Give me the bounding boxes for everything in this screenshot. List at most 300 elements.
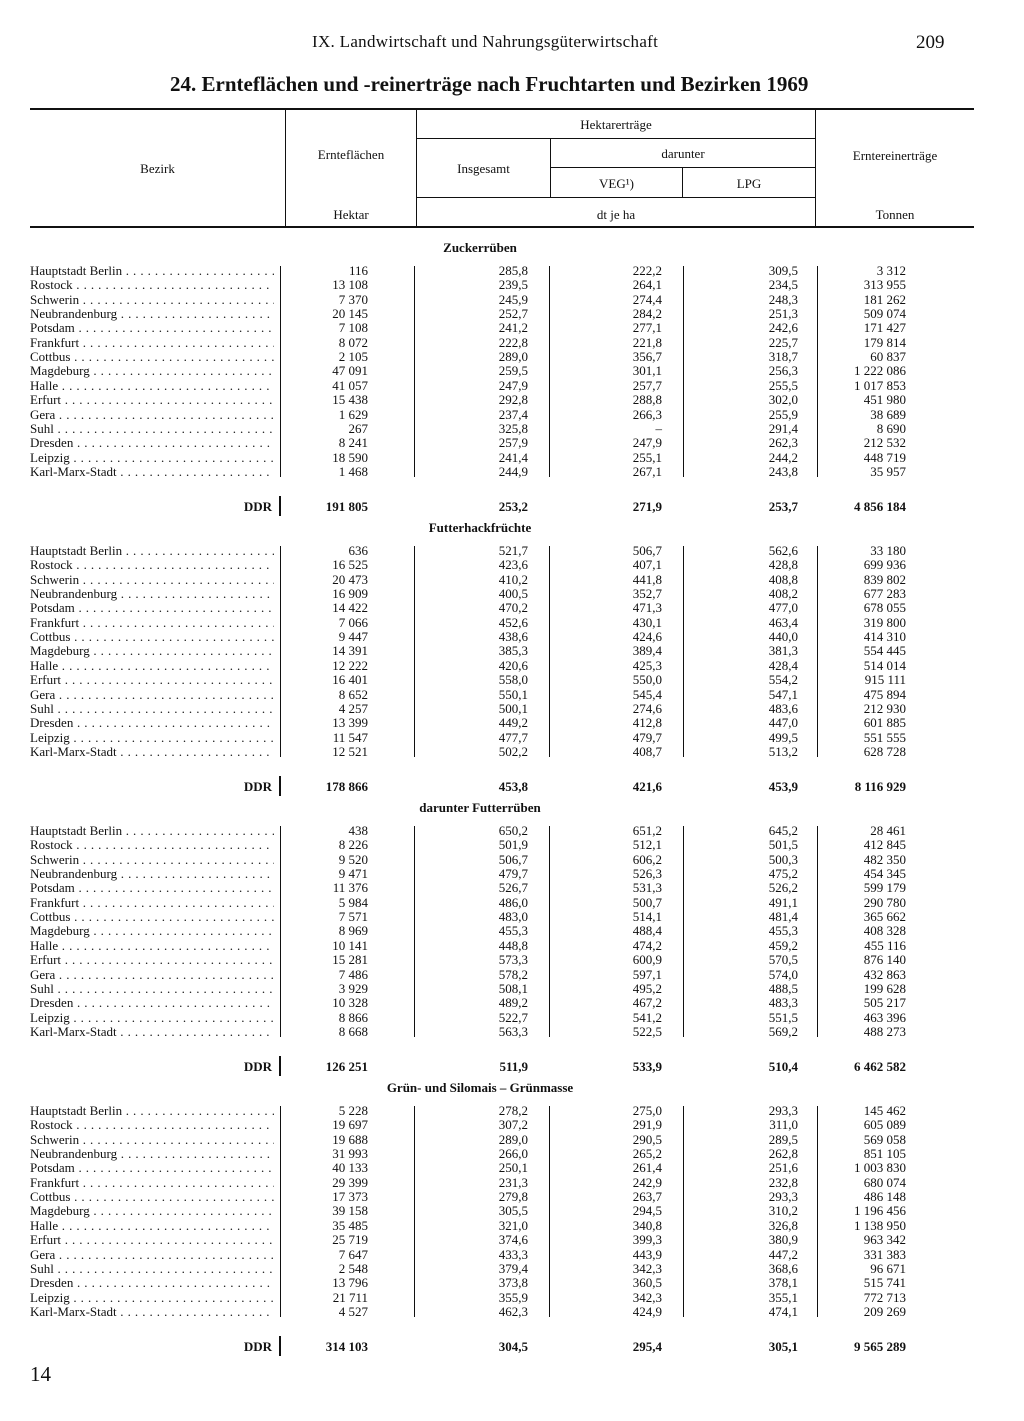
header-darunter: darunter bbox=[661, 146, 705, 161]
table-row bbox=[30, 731, 920, 746]
cell-value: 474,1 bbox=[768, 1303, 798, 1319]
cell-value: 502,2 bbox=[498, 743, 528, 759]
cell-value: 266,3 bbox=[632, 406, 662, 422]
cell-value: 15 438 bbox=[332, 392, 368, 408]
cell-value: 274,6 bbox=[632, 700, 662, 716]
cell-value: 355,1 bbox=[768, 1289, 798, 1305]
cell-value: 526,7 bbox=[498, 880, 528, 896]
cell-value: 5 228 bbox=[338, 1103, 368, 1118]
cell-value: 424,6 bbox=[632, 629, 662, 645]
cell-value: 360,5 bbox=[632, 1275, 662, 1291]
cell-value: 408,8 bbox=[768, 571, 798, 587]
total-label: DDR bbox=[243, 779, 272, 795]
table-row bbox=[30, 1204, 920, 1219]
cell-value: 412,8 bbox=[632, 715, 662, 731]
table-row bbox=[30, 939, 920, 954]
bezirk-name: Karl-Marx-Stadt . . . bbox=[30, 1305, 274, 1320]
table-row bbox=[30, 544, 920, 559]
table-row bbox=[30, 1276, 920, 1291]
total-value: 6 462 582 bbox=[854, 1059, 906, 1075]
cell-value: 356,7 bbox=[632, 349, 662, 365]
cell-value: 12 222 bbox=[332, 657, 368, 673]
cell-value: 558,0 bbox=[498, 672, 528, 688]
section-title: Grün- und Silomais – Grünmasse bbox=[386, 1080, 574, 1095]
table-row bbox=[30, 896, 920, 911]
total-value: 510,4 bbox=[768, 1059, 798, 1075]
cell-value: 389,4 bbox=[632, 643, 662, 659]
bezirk-name: Schwerin . . . bbox=[30, 293, 274, 308]
table-row bbox=[30, 1011, 920, 1026]
cell-value: 60 837 bbox=[870, 349, 906, 365]
cell-value: 313 955 bbox=[863, 277, 906, 293]
cell-value: 275,0 bbox=[632, 1103, 662, 1118]
cell-value: 288,8 bbox=[632, 392, 662, 408]
total-value: 126 251 bbox=[325, 1059, 368, 1075]
bezirk-name: Hauptstadt Berlin . . . bbox=[30, 264, 274, 279]
cell-value: 628 728 bbox=[863, 743, 906, 759]
cell-value: 209 269 bbox=[863, 1303, 906, 1319]
cell-value: 16 909 bbox=[332, 586, 368, 602]
bezirk-name: Erfurt . . . bbox=[30, 393, 274, 408]
cell-value: 380,9 bbox=[768, 1232, 798, 1248]
bezirk-name: Schwerin . . . bbox=[30, 853, 274, 868]
table-row bbox=[30, 573, 920, 588]
cell-value: 495,2 bbox=[632, 980, 662, 996]
cell-value: 318,7 bbox=[768, 349, 798, 365]
cell-value: 278,2 bbox=[498, 1103, 528, 1118]
cell-value: 8 226 bbox=[338, 837, 368, 853]
bezirk-name: Halle . . . bbox=[30, 939, 274, 954]
cell-value: 19 688 bbox=[332, 1131, 368, 1147]
table-row bbox=[30, 587, 920, 602]
total-value: 304,5 bbox=[498, 1339, 528, 1355]
cell-value: 274,4 bbox=[632, 291, 662, 307]
bezirk-name: Hauptstadt Berlin . . . bbox=[30, 544, 274, 559]
cell-value: 9 447 bbox=[338, 629, 368, 645]
bezirk-name: Dresden . . . bbox=[30, 436, 274, 451]
cell-value: 438 bbox=[348, 823, 368, 838]
table-row bbox=[30, 350, 920, 365]
cell-value: 16 401 bbox=[332, 672, 368, 688]
cell-value: 477,0 bbox=[768, 600, 798, 616]
cell-value: 462,3 bbox=[498, 1303, 528, 1319]
table-row bbox=[30, 688, 920, 703]
bezirk-name: Cottbus . . . bbox=[30, 350, 274, 365]
bezirk-name: Suhl . . . bbox=[30, 982, 274, 997]
cell-value: 3 929 bbox=[338, 980, 368, 996]
cell-value: 342,3 bbox=[632, 1260, 662, 1276]
table-row bbox=[30, 558, 920, 573]
cell-value: 244,2 bbox=[768, 449, 798, 465]
bezirk-name: Neubrandenburg . . . bbox=[30, 1147, 274, 1162]
cell-value: 14 422 bbox=[332, 600, 368, 616]
cell-value: 10 328 bbox=[332, 995, 368, 1011]
cell-value: 13 399 bbox=[332, 715, 368, 731]
cell-value: 305,5 bbox=[498, 1203, 528, 1219]
cell-value: 13 108 bbox=[332, 277, 368, 293]
bezirk-name: Neubrandenburg . . . bbox=[30, 867, 274, 882]
cell-value: 425,3 bbox=[632, 657, 662, 673]
table-row bbox=[30, 745, 920, 760]
bezirk-name: Erfurt . . . bbox=[30, 953, 274, 968]
total-value: 453,9 bbox=[768, 779, 798, 795]
cell-value: 451 980 bbox=[863, 392, 906, 408]
cell-value: 33 180 bbox=[870, 543, 906, 558]
bezirk-name: Erfurt . . . bbox=[30, 673, 274, 688]
cell-value: 1 629 bbox=[338, 406, 368, 422]
table-row bbox=[30, 659, 920, 674]
cell-value: 19 697 bbox=[332, 1117, 368, 1133]
cell-value: 181 262 bbox=[863, 291, 906, 307]
cell-value: 13 796 bbox=[332, 1275, 368, 1291]
table-row bbox=[30, 838, 920, 853]
bezirk-name: Potsdam . . . bbox=[30, 881, 274, 896]
header-insgesamt: Insgesamt bbox=[457, 161, 510, 176]
cell-value: 368,6 bbox=[768, 1260, 798, 1276]
cell-value: 8 690 bbox=[876, 420, 906, 436]
cell-value: 500,7 bbox=[632, 894, 662, 910]
cell-value: 1 017 853 bbox=[854, 377, 906, 393]
cell-value: 277,1 bbox=[632, 320, 662, 336]
cell-value: 500,1 bbox=[498, 700, 528, 716]
total-value: 314 103 bbox=[325, 1339, 368, 1355]
cell-value: 1 138 950 bbox=[854, 1217, 906, 1233]
cell-value: 521,7 bbox=[498, 543, 528, 558]
cell-value: 25 719 bbox=[332, 1232, 368, 1248]
bezirk-name: Rostock . . . bbox=[30, 838, 274, 853]
cell-value: 569 058 bbox=[863, 1131, 906, 1147]
cell-value: 599 179 bbox=[863, 880, 906, 896]
header-hektarertraege: Hektarerträge bbox=[580, 117, 652, 132]
cell-value: 242,6 bbox=[768, 320, 798, 336]
table-row bbox=[30, 293, 920, 308]
cell-value: 636 bbox=[348, 543, 368, 558]
cell-value: 531,3 bbox=[632, 880, 662, 896]
cell-value: 876 140 bbox=[863, 952, 906, 968]
cell-value: 39 158 bbox=[332, 1203, 368, 1219]
table-row bbox=[30, 321, 920, 336]
cell-value: 326,8 bbox=[768, 1217, 798, 1233]
cell-value: 20 145 bbox=[332, 306, 368, 322]
cell-value: 20 473 bbox=[332, 571, 368, 587]
cell-value: 21 711 bbox=[332, 1289, 368, 1305]
cell-value: 606,2 bbox=[632, 851, 662, 867]
cell-value: 257,9 bbox=[498, 435, 528, 451]
cell-value: 234,5 bbox=[768, 277, 798, 293]
cell-value: 342,3 bbox=[632, 1289, 662, 1305]
cell-value: 651,2 bbox=[632, 823, 662, 838]
total-value: 191 805 bbox=[325, 499, 368, 515]
cell-value: 963 342 bbox=[863, 1232, 906, 1248]
cell-value: 321,0 bbox=[498, 1217, 528, 1233]
cell-value: 309,5 bbox=[768, 263, 798, 278]
table-row bbox=[30, 867, 920, 882]
table-row bbox=[30, 630, 920, 645]
cell-value: 545,4 bbox=[632, 686, 662, 702]
cell-value: 512,1 bbox=[632, 837, 662, 853]
cell-value: 1 222 086 bbox=[854, 363, 906, 379]
bezirk-name: Frankfurt . . . bbox=[30, 616, 274, 631]
cell-value: 241,4 bbox=[498, 449, 528, 465]
cell-value: 408,7 bbox=[632, 743, 662, 759]
cell-value: 514,1 bbox=[632, 909, 662, 925]
cell-value: 251,3 bbox=[768, 306, 798, 322]
table-row bbox=[30, 702, 920, 717]
cell-value: 455,3 bbox=[498, 923, 528, 939]
cell-value: 7 647 bbox=[338, 1246, 368, 1262]
cell-value: 515 741 bbox=[863, 1275, 906, 1291]
cell-value: 311,0 bbox=[769, 1117, 798, 1133]
cell-value: 290,5 bbox=[632, 1131, 662, 1147]
cell-value: 9 471 bbox=[338, 866, 368, 882]
cell-value: 550,0 bbox=[632, 672, 662, 688]
bezirk-name: Neubrandenburg . . . bbox=[30, 307, 274, 322]
table-row bbox=[30, 601, 920, 616]
header-bottom-rule bbox=[30, 226, 974, 228]
cell-value: 7 571 bbox=[338, 909, 368, 925]
cell-value: 171 427 bbox=[863, 320, 906, 336]
table-row bbox=[30, 853, 920, 868]
cell-value: 477,7 bbox=[498, 729, 528, 745]
cell-value: 455 116 bbox=[864, 937, 906, 953]
cell-value: 447,0 bbox=[768, 715, 798, 731]
cell-value: 562,6 bbox=[768, 543, 798, 558]
cell-value: 31 993 bbox=[332, 1146, 368, 1162]
bezirk-name: Halle . . . bbox=[30, 659, 274, 674]
footer-page-number: 14 bbox=[30, 1362, 51, 1386]
total-value: 511,9 bbox=[499, 1059, 528, 1075]
header-ernteflaechen: Ernteflächen bbox=[317, 147, 385, 162]
bezirk-name: Cottbus . . . bbox=[30, 910, 274, 925]
cell-value: 399,3 bbox=[632, 1232, 662, 1248]
cell-value: 261,4 bbox=[632, 1160, 662, 1176]
total-value: 253,7 bbox=[768, 499, 798, 515]
cell-value: 237,4 bbox=[498, 406, 528, 422]
cell-value: 475,2 bbox=[768, 866, 798, 882]
cell-value: 352,7 bbox=[632, 586, 662, 602]
cell-value: 506,7 bbox=[498, 851, 528, 867]
cell-value: 407,1 bbox=[632, 557, 662, 573]
bezirk-name: Frankfurt . . . bbox=[30, 1176, 274, 1191]
cell-value: 373,8 bbox=[498, 1275, 528, 1291]
bezirk-name: Leipzig . . . bbox=[30, 1011, 274, 1026]
cell-value: 486 148 bbox=[863, 1189, 906, 1205]
total-value: 533,9 bbox=[632, 1059, 662, 1075]
cell-value: 452,6 bbox=[498, 614, 528, 630]
cell-value: 293,3 bbox=[768, 1103, 798, 1118]
header-lpg: LPG bbox=[736, 176, 762, 191]
cell-value: 400,5 bbox=[498, 586, 528, 602]
cell-value: 378,1 bbox=[768, 1275, 798, 1291]
cell-value: 179 814 bbox=[863, 334, 906, 350]
cell-value: 231,3 bbox=[498, 1174, 528, 1190]
bezirk-name: Gera . . . bbox=[30, 688, 274, 703]
cell-value: 247,9 bbox=[498, 377, 528, 393]
table-row bbox=[30, 1147, 920, 1162]
cell-value: 1 196 456 bbox=[854, 1203, 906, 1219]
cell-value: 289,0 bbox=[498, 1131, 528, 1147]
cell-value: 41 057 bbox=[332, 377, 368, 393]
cell-value: 291,4 bbox=[768, 420, 798, 436]
table-row bbox=[30, 910, 920, 925]
bezirk-name: Leipzig . . . bbox=[30, 731, 274, 746]
bezirk-name: Hauptstadt Berlin . . . bbox=[30, 1104, 274, 1119]
cell-value: 3 312 bbox=[876, 263, 906, 278]
cell-value: 414 310 bbox=[863, 629, 906, 645]
table-row bbox=[30, 1190, 920, 1205]
table-row bbox=[30, 465, 920, 480]
table-row bbox=[30, 451, 920, 466]
cell-value: 96 671 bbox=[870, 1260, 906, 1276]
table-row bbox=[30, 644, 920, 659]
cell-value: 501,5 bbox=[768, 837, 798, 853]
table-row bbox=[30, 436, 920, 451]
cell-value: 379,4 bbox=[498, 1260, 528, 1276]
cell-value: 7 370 bbox=[338, 291, 368, 307]
cell-value: 486,0 bbox=[498, 894, 528, 910]
cell-value: 285,8 bbox=[498, 263, 528, 278]
bezirk-name: Schwerin . . . bbox=[30, 1133, 274, 1148]
cell-value: 441,8 bbox=[632, 571, 662, 587]
bezirk-name: Leipzig . . . bbox=[30, 451, 274, 466]
bezirk-name: Magdeburg . . . bbox=[30, 1204, 274, 1219]
cell-value: 428,4 bbox=[768, 657, 798, 673]
cell-value: 2 105 bbox=[338, 349, 368, 365]
cell-value: 408,2 bbox=[768, 586, 798, 602]
cell-value: 509 074 bbox=[863, 306, 906, 322]
cell-value: 241,2 bbox=[498, 320, 528, 336]
cell-value: 212 930 bbox=[863, 700, 906, 716]
table-row bbox=[30, 408, 920, 423]
bezirk-name: Gera . . . bbox=[30, 968, 274, 983]
cell-value: 8 241 bbox=[338, 435, 368, 451]
cell-value: 325,8 bbox=[498, 420, 528, 436]
page-number: 209 bbox=[916, 32, 945, 53]
cell-value: 245,9 bbox=[498, 291, 528, 307]
table-row bbox=[30, 278, 920, 293]
header-top-rule bbox=[30, 108, 974, 110]
header-unit-dt: dt je ha bbox=[596, 207, 636, 222]
cell-value: 319 800 bbox=[863, 614, 906, 630]
cell-value: 488,4 bbox=[632, 923, 662, 939]
cell-value: 432 863 bbox=[863, 966, 906, 982]
table-row bbox=[30, 1291, 920, 1306]
cell-value: 222,2 bbox=[632, 263, 662, 278]
cell-value: 4 257 bbox=[338, 700, 368, 716]
total-value: 271,9 bbox=[632, 499, 662, 515]
table-row bbox=[30, 1262, 920, 1277]
cell-value: 225,7 bbox=[768, 334, 798, 350]
bezirk-name: Potsdam . . . bbox=[30, 601, 274, 616]
cell-value: 488 273 bbox=[863, 1023, 906, 1039]
cell-value: 430,1 bbox=[632, 614, 662, 630]
cell-value: 267 bbox=[348, 420, 368, 436]
cell-value: 255,5 bbox=[768, 377, 798, 393]
cell-value: 7 066 bbox=[338, 614, 368, 630]
cell-value: 35 485 bbox=[332, 1217, 368, 1233]
cell-value: 12 521 bbox=[332, 743, 368, 759]
table-title: 24. Ernteflächen und -reinerträge nach Fruchtarten und Bezirken 1969 bbox=[170, 72, 809, 96]
cell-value: 448 719 bbox=[863, 449, 906, 465]
table-row bbox=[30, 393, 920, 408]
cell-value: 526,3 bbox=[632, 866, 662, 882]
cell-value: 479,7 bbox=[498, 866, 528, 882]
cell-value: 514 014 bbox=[863, 657, 906, 673]
cell-value: 289,0 bbox=[498, 349, 528, 365]
cell-value: 289,5 bbox=[768, 1131, 798, 1147]
cell-value: 1 468 bbox=[338, 463, 368, 479]
table-row bbox=[30, 616, 920, 631]
bezirk-name: Magdeburg . . . bbox=[30, 924, 274, 939]
bezirk-name: Halle . . . bbox=[30, 379, 274, 394]
cell-value: 8 072 bbox=[338, 334, 368, 350]
cell-value: 839 802 bbox=[863, 571, 906, 587]
cell-value: 547,1 bbox=[768, 686, 798, 702]
cell-value: 7 108 bbox=[338, 320, 368, 336]
total-value: 453,8 bbox=[498, 779, 528, 795]
cell-value: 678 055 bbox=[863, 600, 906, 616]
section-title: darunter Futterrüben bbox=[419, 800, 541, 815]
total-value: 178 866 bbox=[325, 779, 368, 795]
cell-value: 488,5 bbox=[768, 980, 798, 996]
cell-value: 232,8 bbox=[768, 1174, 798, 1190]
bezirk-name: Leipzig . . . bbox=[30, 1291, 274, 1306]
cell-value: 292,8 bbox=[498, 392, 528, 408]
cell-value: 374,6 bbox=[498, 1232, 528, 1248]
cell-value: 597,1 bbox=[632, 966, 662, 982]
running-head bbox=[0, 32, 1024, 56]
cell-value: 7 486 bbox=[338, 966, 368, 982]
total-value: 421,6 bbox=[632, 779, 662, 795]
cell-value: 551,5 bbox=[768, 1009, 798, 1025]
table-row bbox=[30, 924, 920, 939]
cell-value: 483,3 bbox=[768, 995, 798, 1011]
cell-value: 279,8 bbox=[498, 1189, 528, 1205]
cell-value: 248,3 bbox=[768, 291, 798, 307]
cell-value: 38 689 bbox=[870, 406, 906, 422]
cell-value: 459,2 bbox=[768, 937, 798, 953]
cell-value: 479,7 bbox=[632, 729, 662, 745]
cell-value: 467,2 bbox=[632, 995, 662, 1011]
cell-value: 447,2 bbox=[768, 1246, 798, 1262]
header-veg: VEG¹) bbox=[599, 176, 634, 191]
bezirk-name: Rostock . . . bbox=[30, 1118, 274, 1133]
cell-value: 489,2 bbox=[498, 995, 528, 1011]
cell-value: 570,5 bbox=[768, 952, 798, 968]
table-row bbox=[30, 422, 920, 437]
cell-value: 500,3 bbox=[768, 851, 798, 867]
cell-value: 262,8 bbox=[768, 1146, 798, 1162]
cell-value: 11 376 bbox=[332, 880, 368, 896]
cell-value: 310,2 bbox=[768, 1203, 798, 1219]
total-row bbox=[30, 1060, 920, 1075]
table-row bbox=[30, 953, 920, 968]
table-row bbox=[30, 364, 920, 379]
cell-value: 471,3 bbox=[632, 600, 662, 616]
cell-value: 513,2 bbox=[768, 743, 798, 759]
cell-value: 699 936 bbox=[863, 557, 906, 573]
cell-value: 2 548 bbox=[338, 1260, 368, 1276]
total-label: DDR bbox=[243, 499, 272, 515]
cell-value: 221,8 bbox=[632, 334, 662, 350]
cell-value: 8 866 bbox=[338, 1009, 368, 1025]
cell-value: 645,2 bbox=[768, 823, 798, 838]
cell-value: 257,7 bbox=[632, 377, 662, 393]
cell-value: 40 133 bbox=[332, 1160, 368, 1176]
cell-value: 256,3 bbox=[768, 363, 798, 379]
total-value: 253,2 bbox=[498, 499, 528, 515]
cell-value: 463,4 bbox=[768, 614, 798, 630]
